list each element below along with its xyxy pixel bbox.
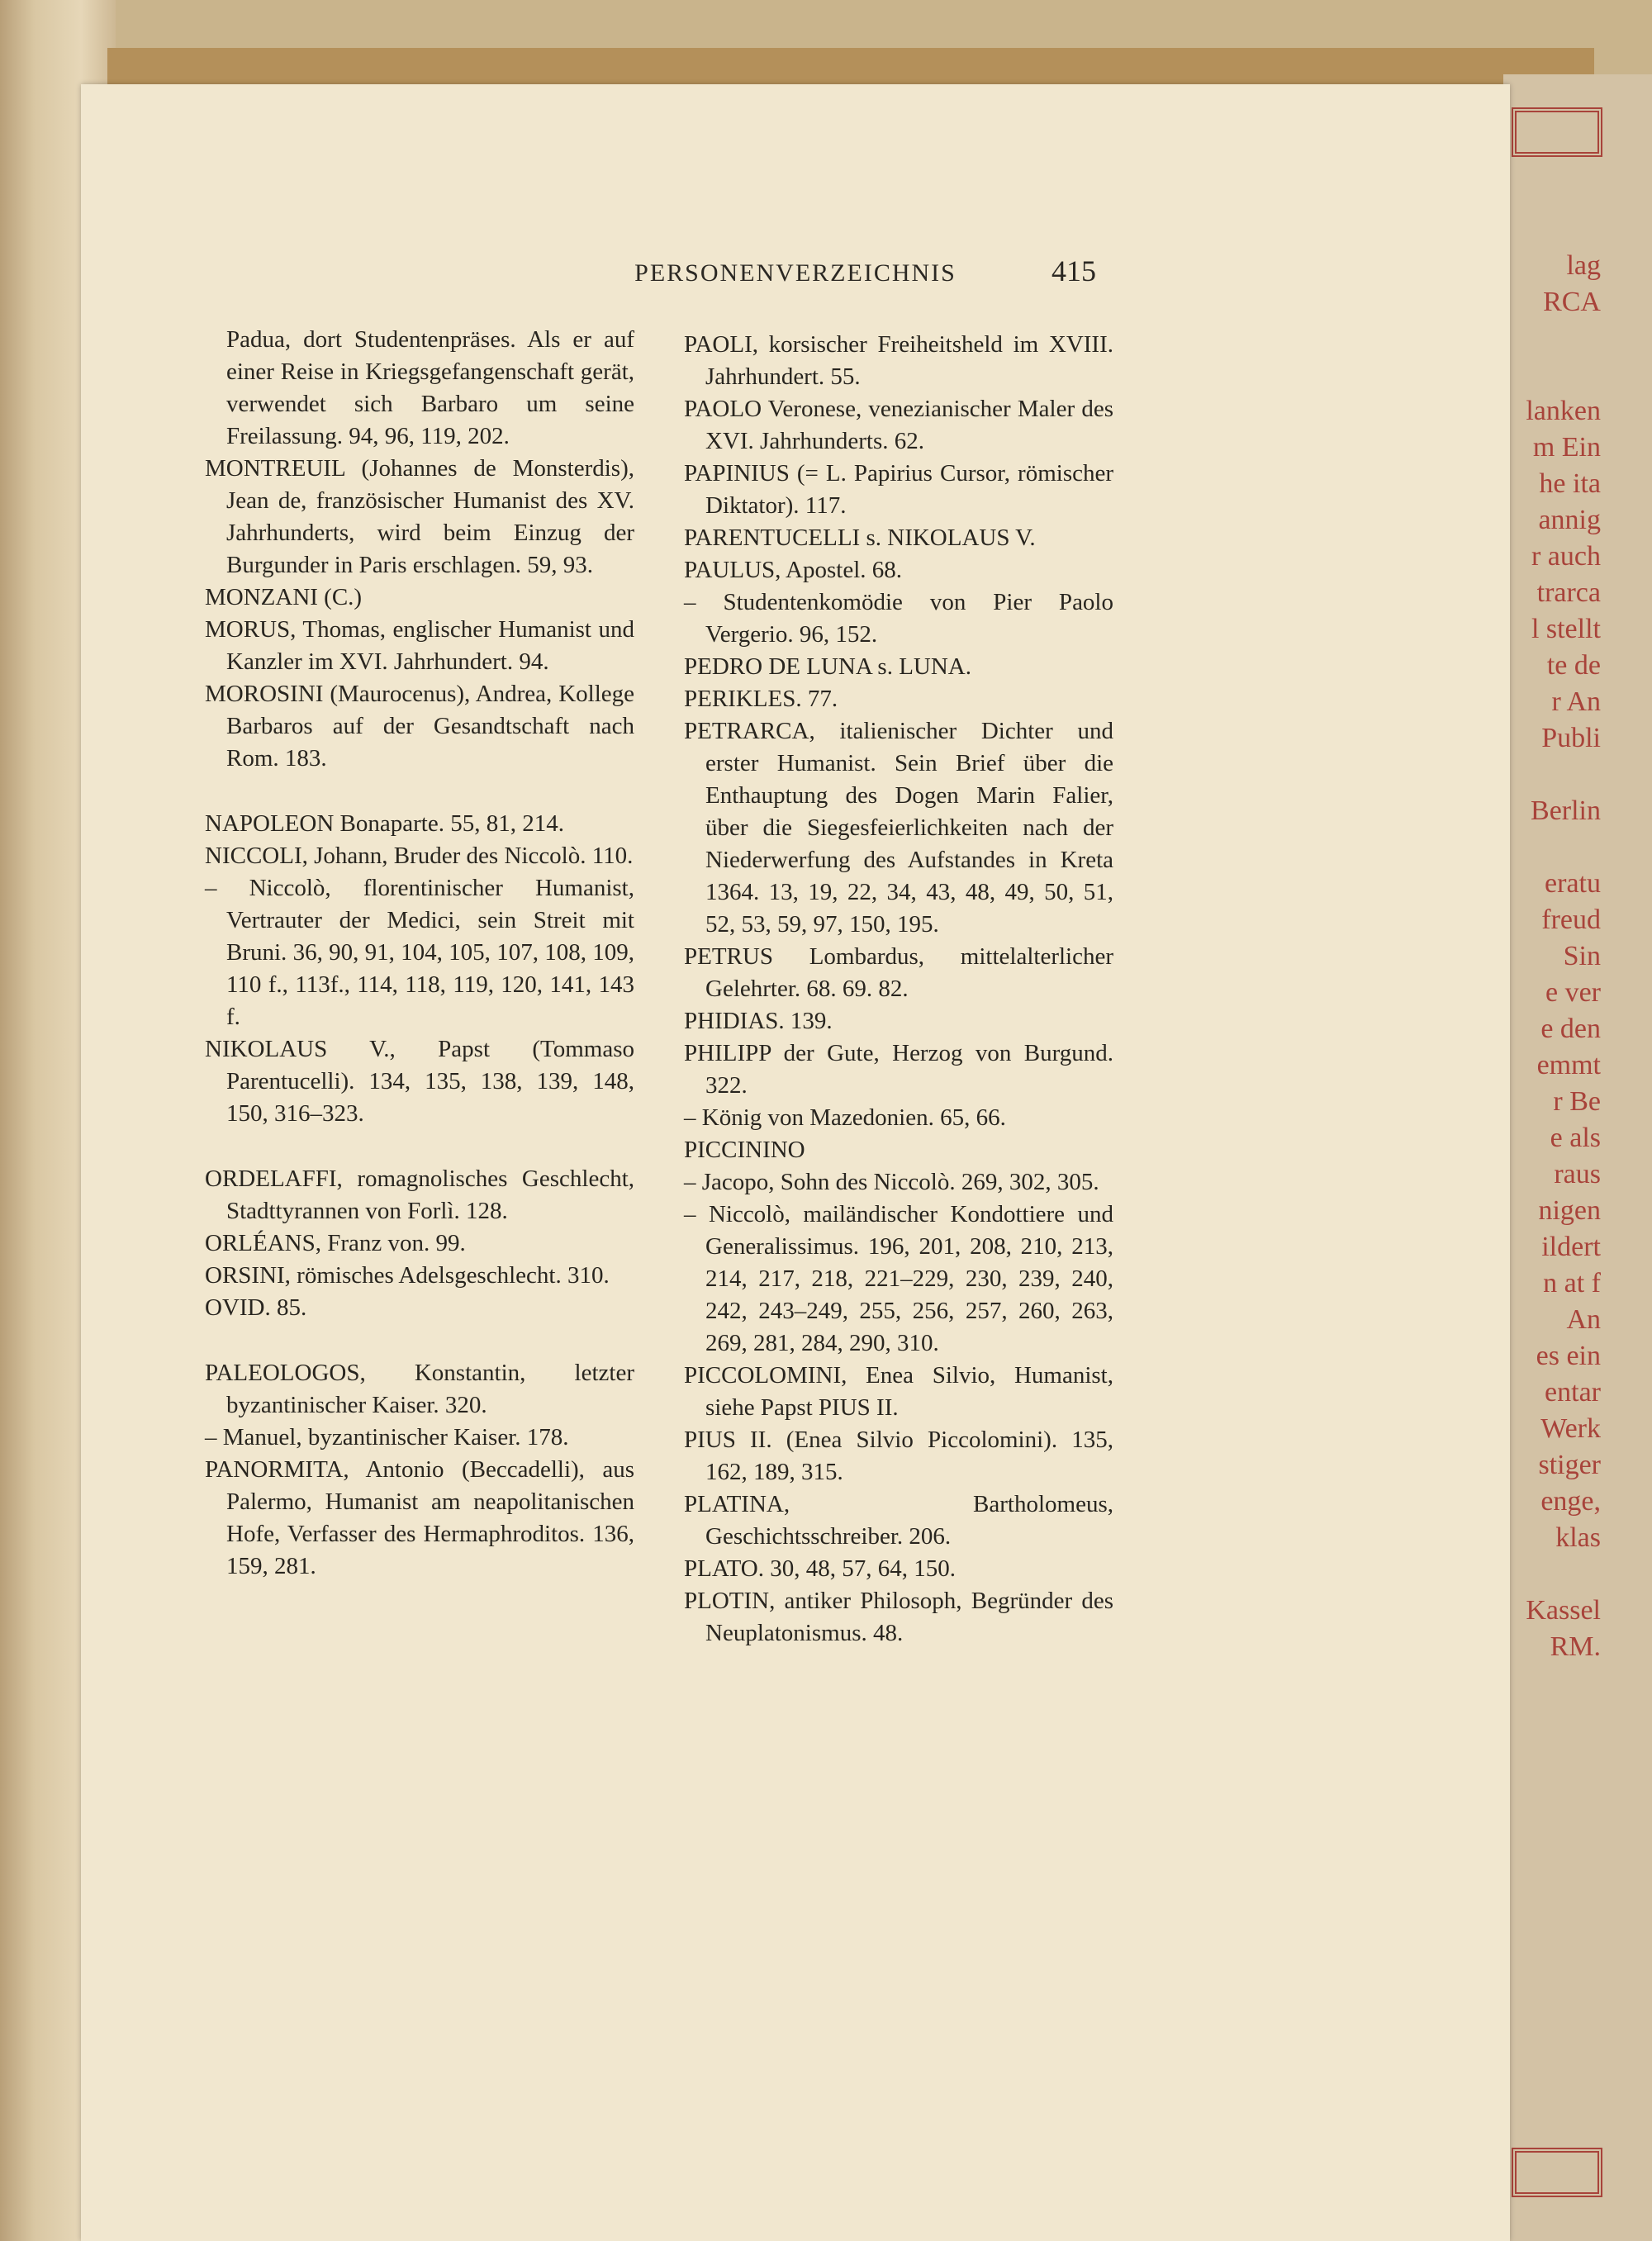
- index-entry: – Niccolò, mailändischer Kondottiere und Generalissimus. 196, 201, 208, 210, 213, 214, 217, 218, 221–229, 230, 239, 240, 242, 243–249, 255, 256, 257, 260, 263, 269, 281, 284, 290, 310.: [684, 1201, 1113, 1356]
- index-entry: PERIKLES. 77.: [684, 686, 838, 712]
- jacket-text-fragment: r auch: [1531, 541, 1601, 572]
- index-entry: PALEOLOGOS, Konstantin, letzter byzantinischer Kaiser. 320.: [205, 1360, 634, 1418]
- index-entry: PETRUS Lombardus, mittelalterlicher Gelehrter. 68. 69. 82.: [684, 943, 1113, 1002]
- jacket-text-fragment: RM.: [1550, 1631, 1601, 1662]
- jacket-text-fragment: r An: [1551, 686, 1601, 717]
- jacket-text-fragment: Werk: [1540, 1413, 1601, 1444]
- jacket-text-fragment: eratu: [1545, 868, 1601, 899]
- jacket-text-fragment: stiger: [1538, 1450, 1601, 1480]
- jacket-text-fragment: entar: [1545, 1377, 1601, 1408]
- index-entry: MONTREUIL (Johannes de Monsterdis), Jean de, französischer Humanist des XV. Jahrhunderts, wird beim Einzug der Burgunder in Paris erschlagen. 59, 93.: [205, 455, 634, 578]
- meander-ornament-top: [1512, 107, 1602, 157]
- index-entry: MONZANI (C.): [205, 584, 363, 610]
- index-entry: PLOTIN, antiker Philosoph, Begründer des Neuplatonismus. 48.: [684, 1588, 1113, 1646]
- index-entry: PARENTUCELLI s. NIKOLAUS V.: [684, 525, 1036, 551]
- jacket-text-fragment: nigen: [1538, 1195, 1601, 1226]
- jacket-text-fragment: l stellt: [1531, 614, 1601, 644]
- index-entry: PANORMITA, Antonio (Beccadelli), aus Palermo, Humanist am neapolitanischen Hofe, Verfasser des Hermaphroditos. 136, 159, 281.: [205, 1456, 634, 1579]
- index-entry: – Studentenkomödie von Pier Paolo Vergerio. 96, 152.: [684, 589, 1113, 648]
- jacket-text-fragment: he ita: [1539, 468, 1601, 499]
- jacket-text-fragment: es ein: [1536, 1341, 1601, 1371]
- jacket-text-fragment: r Be: [1553, 1086, 1601, 1117]
- jacket-text-fragment: e ver: [1545, 977, 1601, 1008]
- index-entry: PEDRO DE LUNA s. LUNA.: [684, 653, 971, 680]
- jacket-text-fragment: enge,: [1540, 1486, 1601, 1517]
- page-number: 415: [1051, 254, 1096, 287]
- jacket-text-fragment: RCA: [1543, 287, 1601, 317]
- jacket-text-fragment: n at f: [1543, 1268, 1601, 1299]
- index-entry: OVID. 85.: [205, 1294, 307, 1321]
- jacket-text-fragment: trarca: [1536, 577, 1601, 608]
- index-entry: – Manuel, byzantinischer Kaiser. 178.: [205, 1424, 569, 1450]
- index-entry: PIUS II. (Enea Silvio Piccolomini). 135, 162, 189, 315.: [684, 1427, 1113, 1485]
- index-entry: ORLÉANS, Franz von. 99.: [205, 1230, 466, 1256]
- index-entry: PICCININO: [684, 1137, 805, 1163]
- jacket-text-fragment: Berlin: [1531, 795, 1601, 826]
- index-entry: – König von Mazedonien. 65, 66.: [684, 1104, 1006, 1131]
- index-entry: NAPOLEON Bonaparte. 55, 81, 214.: [205, 810, 564, 837]
- index-entry: PAOLO Veronese, venezianischer Maler des XVI. Jahrhunderts. 62.: [684, 396, 1113, 454]
- jacket-text-fragment: e den: [1540, 1014, 1601, 1044]
- jacket-text-fragment: annig: [1538, 505, 1601, 535]
- index-entry: PLATINA, Bartholomeus, Geschichtsschreiber. 206.: [684, 1491, 1113, 1550]
- index-entry: PICCOLOMINI, Enea Silvio, Humanist, siehe Papst PIUS II.: [684, 1362, 1113, 1421]
- jacket-text-fragment: freud: [1541, 904, 1601, 935]
- jacket-text-fragment: An: [1566, 1304, 1601, 1335]
- index-entry: PAULUS, Apostel. 68.: [684, 557, 903, 583]
- jacket-text-fragment: [1510, 757, 1601, 793]
- jacket-text-fragment: [1510, 320, 1601, 357]
- section-gap: [205, 1324, 634, 1357]
- meander-ornament-bottom: [1512, 2148, 1602, 2197]
- index-entry: PETRARCA, italienischer Dichter und erster Humanist. Sein Brief über die Enthauptung des Dogen Marin Falier, über die Siegesfeierlichkeiten nach der Niederwerfung des Aufstandes in Kreta 1364. 13, 19, 22, 34, 43, 48, 49, 50, 51, 52, 53, 59, 97, 150, 195.: [684, 718, 1113, 938]
- index-entry: PHIDIAS. 139.: [684, 1008, 833, 1034]
- index-entry: PAPINIUS (= L. Papirius Cursor, römischer Diktator). 117.: [684, 460, 1113, 519]
- index-column-left: [205, 324, 634, 1583]
- jacket-text-fragment: e als: [1550, 1123, 1601, 1153]
- index-entry: PLATO. 30, 48, 57, 64, 150.: [684, 1555, 956, 1582]
- section-gap: [205, 775, 634, 808]
- index-entry: PAOLI, korsischer Freiheitsheld im XVIII. Jahrhundert. 55.: [684, 331, 1113, 390]
- jacket-text-fragment: emmt: [1536, 1050, 1601, 1080]
- jacket-text-fragment: klas: [1555, 1522, 1601, 1553]
- jacket-text-fragment: lanken: [1526, 396, 1601, 426]
- index-entry: MORUS, Thomas, englischer Humanist und Kanzler im XVI. Jahrhundert. 94.: [205, 616, 634, 675]
- jacket-text-fragment: ildert: [1541, 1232, 1601, 1262]
- jacket-text-fragment: [1510, 829, 1601, 866]
- index-entry: ORSINI, römisches Adelsgeschlecht. 310.: [205, 1262, 610, 1289]
- jacket-text-fragment: raus: [1554, 1159, 1601, 1189]
- index-entry: NICCOLI, Johann, Bruder des Niccolò. 110.: [205, 843, 634, 869]
- jacket-text-fragment: te de: [1546, 650, 1601, 681]
- jacket-text-fragment: [1510, 357, 1601, 393]
- dust-jacket-text: [1510, 248, 1601, 1665]
- jacket-text-fragment: Publi: [1541, 723, 1601, 753]
- jacket-text-fragment: Sin: [1563, 941, 1601, 971]
- index-entry: NIKOLAUS V., Papst (Tommaso Parentucelli). 134, 135, 138, 139, 148, 150, 316–323.: [205, 1036, 634, 1127]
- index-entry: PHILIPP der Gute, Herzog von Burgund. 322.: [684, 1040, 1113, 1099]
- index-entry: ORDELAFFI, romagnolisches Geschlecht, Stadttyrannen von Forlì. 128.: [205, 1166, 634, 1224]
- index-entry: MOROSINI (Maurocenus), Andrea, Kollege Barbaros auf der Gesandtschaft nach Rom. 183.: [205, 681, 634, 772]
- jacket-text-fragment: lag: [1566, 250, 1601, 281]
- jacket-text-fragment: Kassel: [1526, 1595, 1601, 1626]
- jacket-text-fragment: [1510, 1556, 1601, 1593]
- index-entry: Padua, dort Studentenpräses. Als er auf einer Reise in Kriegsgefangenschaft gerät, verwendet sich Barbaro um seine Freilassung. 94, 96, 119, 202.: [226, 326, 634, 449]
- index-column-right: [684, 329, 1113, 1650]
- index-entry: – Niccolò, florentinischer Humanist, Vertrauter der Medici, sein Streit mit Bruni. 36, 90, 91, 104, 105, 107, 108, 109, 110 f., 113f., 114, 118, 119, 120, 141, 143 f.: [205, 875, 634, 1030]
- book-page: [81, 84, 1510, 2241]
- jacket-text-fragment: m Ein: [1532, 432, 1601, 463]
- running-head: PERSONENVERZEICHNIS: [634, 259, 957, 287]
- index-entry: – Jacopo, Sohn des Niccolò. 269, 302, 305.: [684, 1169, 1099, 1195]
- section-gap: [205, 1130, 634, 1163]
